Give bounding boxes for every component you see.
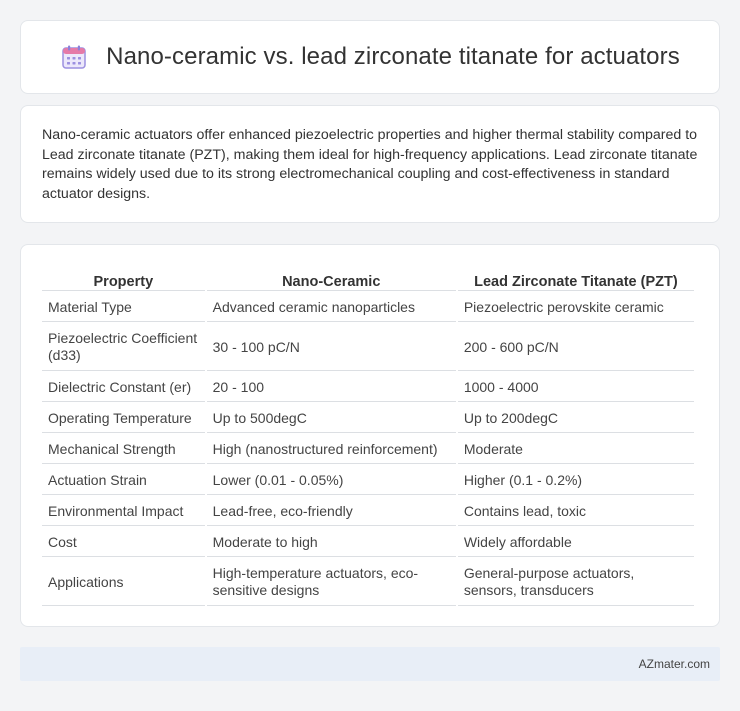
nano-ceramic-cell: Moderate to high <box>207 528 456 557</box>
property-cell: Operating Temperature <box>42 404 205 433</box>
pzt-cell: Higher (0.1 - 0.2%) <box>458 466 694 495</box>
calendar-icon <box>60 43 88 71</box>
nano-ceramic-cell: Lower (0.01 - 0.05%) <box>207 466 456 495</box>
table-row <box>42 466 694 495</box>
column-header-property: Property <box>42 267 205 291</box>
property-cell: Applications <box>42 559 205 606</box>
column-header-pzt: Lead Zirconate Titanate (PZT) <box>458 267 694 291</box>
table-row <box>42 435 694 464</box>
pzt-cell: Up to 200degC <box>458 404 694 433</box>
pzt-cell: Moderate <box>458 435 694 464</box>
table-row <box>42 293 694 322</box>
pzt-cell: 200 - 600 pC/N <box>458 324 694 371</box>
table-row <box>42 497 694 526</box>
property-cell: Dielectric Constant (er) <box>42 373 205 402</box>
nano-ceramic-cell: Advanced ceramic nanoparticles <box>207 293 456 322</box>
table-header-row <box>42 267 694 291</box>
table-row <box>42 559 694 606</box>
pzt-cell: 1000 - 4000 <box>458 373 694 402</box>
property-cell: Cost <box>42 528 205 557</box>
property-cell: Environmental Impact <box>42 497 205 526</box>
summary-text: Nano-ceramic actuators offer enhanced piezoelectric properties and higher thermal stability compared to Lead zirconate titanate (PZT), making them ideal for high-frequency applications. Lead zirconate titanate remains widely used due to its strong electromechanical coupling and cost-effectiveness in standard actuator designs. <box>42 127 698 202</box>
nano-ceramic-cell: High (nanostructured reinforcement) <box>207 435 456 464</box>
property-cell: Actuation Strain <box>42 466 205 495</box>
pzt-cell: Piezoelectric perovskite ceramic <box>458 293 694 322</box>
property-cell: Material Type <box>42 293 205 322</box>
comparison-table-card <box>20 244 720 627</box>
table-row <box>42 324 694 371</box>
nano-ceramic-cell: Up to 500degC <box>207 404 456 433</box>
pzt-cell: General-purpose actuators, sensors, transducers <box>458 559 694 606</box>
nano-ceramic-cell: 30 - 100 pC/N <box>207 324 456 371</box>
summary-card <box>20 105 720 223</box>
property-cell: Piezoelectric Coefficient (d33) <box>42 324 205 371</box>
nano-ceramic-cell: Lead-free, eco-friendly <box>207 497 456 526</box>
column-header-nano-ceramic: Nano-Ceramic <box>207 267 456 291</box>
title-card <box>20 20 720 94</box>
table-row <box>42 404 694 433</box>
nano-ceramic-cell: High-temperature actuators, eco-sensitive designs <box>207 559 456 606</box>
nano-ceramic-cell: 20 - 100 <box>207 373 456 402</box>
table-row <box>42 373 694 402</box>
table-row <box>42 528 694 557</box>
pzt-cell: Widely affordable <box>458 528 694 557</box>
pzt-cell: Contains lead, toxic <box>458 497 694 526</box>
page-title: Nano-ceramic vs. lead zirconate titanate for actuators <box>106 43 680 70</box>
footer-bar <box>20 647 720 681</box>
comparison-table <box>40 265 696 608</box>
footer-brand: AZmater.com <box>638 657 710 671</box>
property-cell: Mechanical Strength <box>42 435 205 464</box>
